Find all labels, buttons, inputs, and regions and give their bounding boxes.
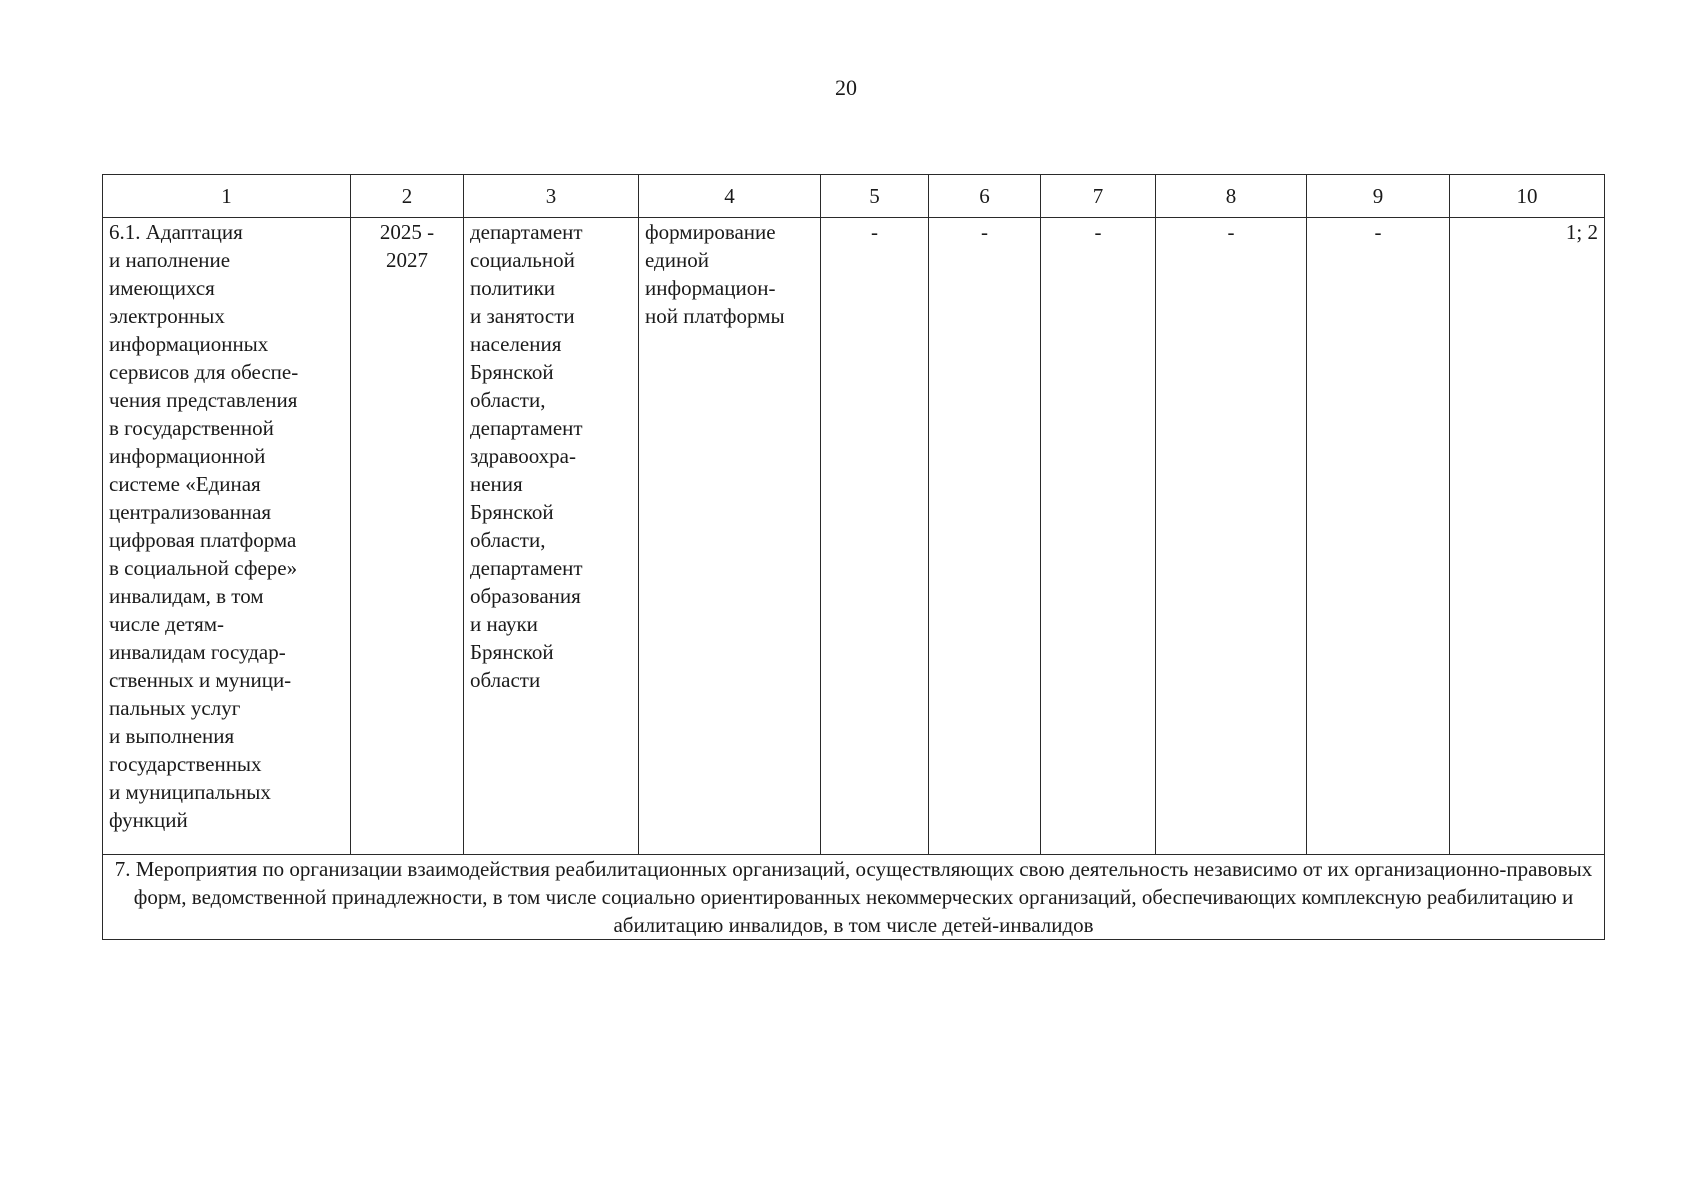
column-number-8: 8 xyxy=(1156,175,1307,218)
column-number-6: 6 xyxy=(929,175,1041,218)
column-number-2: 2 xyxy=(351,175,464,218)
section-heading: 7. Мероприятия по организации взаимодействия реабилитационных организаций, осуществляющих свою деятельность независимо от их организационно-правовых форм, ведомственной принадлежности, в том числе социально ориентированных некоммерческих организаций, обеспечивающих комплексную реабилитацию и абилитацию инвалидов, в том числе детей-инвалидов xyxy=(103,855,1605,940)
measures-table xyxy=(102,174,1605,940)
col8-cell: - xyxy=(1156,218,1307,855)
col9-cell: - xyxy=(1307,218,1450,855)
executor-cell: департамент социальной политики и занятости населения Брянской области, департамент здравоохра- нения Брянской области, департамент образования и науки Брянской области xyxy=(464,218,639,855)
col10-cell: 1; 2 xyxy=(1450,218,1605,855)
column-number-row xyxy=(103,175,1605,218)
section-heading-row xyxy=(103,855,1605,940)
table-row xyxy=(103,218,1605,855)
col7-cell: - xyxy=(1041,218,1156,855)
column-number-4: 4 xyxy=(639,175,821,218)
column-number-5: 5 xyxy=(821,175,929,218)
page-number: 20 xyxy=(835,75,857,100)
column-number-10: 10 xyxy=(1450,175,1605,218)
column-number-7: 7 xyxy=(1041,175,1156,218)
result-cell: формирование единой информацион- ной платформы xyxy=(639,218,821,855)
col6-cell: - xyxy=(929,218,1041,855)
column-number-1: 1 xyxy=(103,175,351,218)
period-cell: 2025 - 2027 xyxy=(351,218,464,855)
column-number-9: 9 xyxy=(1307,175,1450,218)
col5-cell: - xyxy=(821,218,929,855)
event-cell: 6.1. Адаптация и наполнение имеющихся электронных информационных сервисов для обеспе- чения представления в государственной информационной системе «Единая централизованная цифровая платформа в социальной сфере» инвалидам, в том числе детям- инвалидам государ- ственных и муници- пальных услуг и выполнения государственных и муниципальных функций xyxy=(103,218,351,855)
column-number-3: 3 xyxy=(464,175,639,218)
